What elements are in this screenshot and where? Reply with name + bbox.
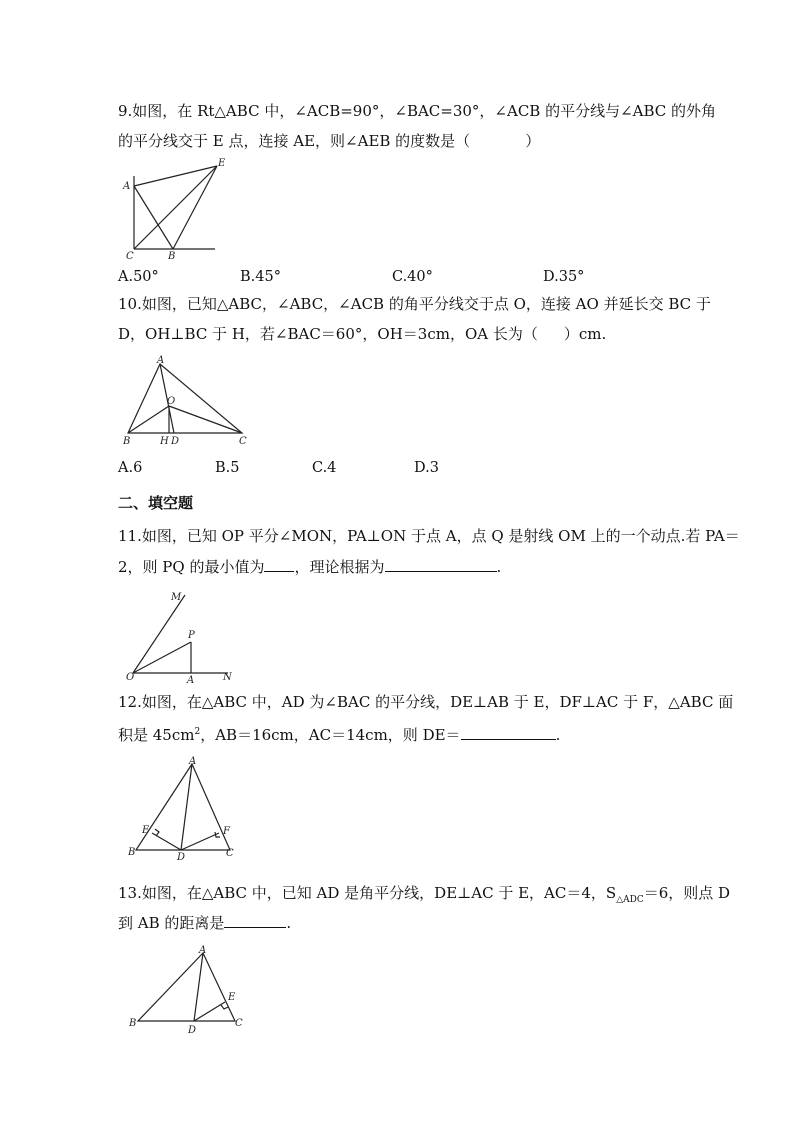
q11-ray-OM	[133, 595, 185, 673]
q11-line1: 11.如图，已知 OP 平分∠MON，PA⊥ON 于点 A，点 Q 是射线 OM 上的一个动点.若 PA＝	[118, 527, 740, 545]
q13-segment-AD	[194, 953, 203, 1021]
q10-label-O: O	[167, 396, 176, 407]
q10-label-D: D	[171, 436, 180, 447]
q13-line2-end: .	[286, 914, 292, 932]
q12-figure	[126, 757, 238, 862]
q12-label-B: B	[128, 847, 136, 858]
q10-answer-blank[interactable]	[538, 324, 564, 339]
q10-figure	[118, 354, 258, 449]
q13-triangle-ABC	[138, 953, 235, 1021]
q10-line2-close: ）cm.	[563, 325, 607, 343]
q12-segment-AD	[181, 764, 192, 850]
q12-answer-blank[interactable]	[461, 724, 556, 740]
q13-area-subscript: △ADC	[616, 895, 644, 905]
q13-answer-blank[interactable]	[224, 912, 286, 928]
q9-label-E: E	[218, 158, 226, 169]
q13-line1-text-2: ＝6，则点 D	[643, 884, 731, 902]
q12-label-C: C	[226, 848, 234, 859]
q11-line2-text-2: ，理论根据为	[294, 558, 385, 576]
section-title: 二、填空题	[118, 494, 194, 512]
q10-label-A: A	[157, 355, 165, 366]
q12-label-D: D	[177, 852, 186, 863]
q9-segment-AB	[134, 186, 173, 249]
q11-label-N: N	[223, 672, 232, 683]
q13-label-B: B	[129, 1018, 137, 1029]
q9-option-a[interactable]: A.50°	[118, 269, 159, 285]
q9-option-b[interactable]: B.45°	[240, 269, 281, 285]
q9-figure	[120, 156, 230, 264]
q9-line1: 9.如图，在 Rt△ABC 中，∠ACB=90°，∠BAC=30°，∠ACB 的平分线与∠ABC 的外角	[118, 102, 717, 120]
q10-label-C: C	[239, 436, 247, 447]
q9-option-c[interactable]: C.40°	[392, 269, 433, 285]
q10-option-a[interactable]: A.6	[118, 460, 143, 476]
q11-segment-OP	[133, 642, 191, 673]
q13-label-A: A	[199, 945, 207, 956]
q11-answer-blank-2[interactable]	[385, 556, 497, 572]
q12-label-E: E	[142, 825, 150, 836]
q11-label-M: M	[171, 592, 182, 603]
q13-label-D: D	[188, 1025, 197, 1036]
q10-option-d[interactable]: D.3	[414, 460, 439, 476]
q10-line1: 10.如图，已知△ABC，∠ABC，∠ACB 的角平分线交于点 O，连接 AO 并延长交 BC 于	[118, 295, 711, 313]
q11-figure	[122, 590, 237, 685]
q12-line1: 12.如图，在△ABC 中，AD 为∠BAC 的平分线，DE⊥AB 于 E，DF⊥AC 于 F，△ABC 面	[118, 693, 734, 711]
q10-option-b[interactable]: B.5	[215, 460, 240, 476]
q10-triangle-ABC	[128, 364, 242, 433]
q11-line2	[118, 556, 501, 577]
q9-line2-text: 的平分线交于 E 点，连接 AE，则∠AEB 的度数是（	[118, 132, 471, 150]
q13-right-angle-E	[221, 1005, 228, 1009]
q9-label-C: C	[126, 251, 134, 262]
q9-line2	[118, 131, 540, 151]
q11-label-A: A	[187, 675, 195, 686]
q12-line2	[118, 722, 560, 745]
q12-label-A: A	[189, 756, 197, 767]
q11-line2-end: .	[496, 558, 502, 576]
q10-label-B: B	[123, 436, 131, 447]
q10-option-c[interactable]: C.4	[312, 460, 337, 476]
q10-segment-CO	[169, 406, 242, 433]
q13-label-C: C	[235, 1018, 243, 1029]
q13-line2	[118, 912, 291, 933]
q12-segment-DF	[181, 833, 219, 850]
q10-line2	[118, 324, 606, 344]
q12-line2-text-2: ，AB＝16cm，AC＝14cm，则 DE＝	[200, 726, 461, 744]
q9-segment-CE	[134, 166, 217, 249]
q12-line2-text: 积是 45cm	[118, 726, 195, 744]
q12-label-F: F	[223, 826, 230, 837]
q11-label-O: O	[126, 672, 135, 683]
q9-label-A: A	[123, 181, 131, 192]
q12-right-angle-F	[215, 832, 220, 837]
q13-line1-text: 13.如图，在△ABC 中，已知 AD 是角平分线，DE⊥AC 于 E，AC＝4，S	[118, 884, 617, 902]
q9-option-d[interactable]: D.35°	[543, 269, 585, 285]
q10-line2-text: D，OH⊥BC 于 H，若∠BAC＝60°，OH＝3cm，OA 长为（	[118, 325, 538, 343]
q13-label-E: E	[228, 992, 236, 1003]
q9-line2-close: ）	[525, 132, 541, 150]
q12-unit-exponent: 2	[194, 727, 201, 737]
q9-segment-AE	[134, 166, 217, 186]
q9-segment-BE	[173, 166, 217, 249]
q11-label-P: P	[188, 630, 195, 641]
q11-line2-text: 2，则 PQ 的最小值为	[118, 558, 265, 576]
q13-figure	[126, 944, 251, 1036]
q13-line1	[118, 883, 730, 910]
q13-line2-text: 到 AB 的距离是	[118, 914, 225, 932]
q11-answer-blank-1[interactable]	[264, 556, 294, 572]
q10-label-H: H	[160, 436, 169, 447]
q9-answer-blank[interactable]	[470, 131, 525, 146]
q12-line2-end: .	[555, 726, 561, 744]
q9-label-B: B	[168, 251, 176, 262]
q13-segment-DE	[194, 1002, 225, 1021]
